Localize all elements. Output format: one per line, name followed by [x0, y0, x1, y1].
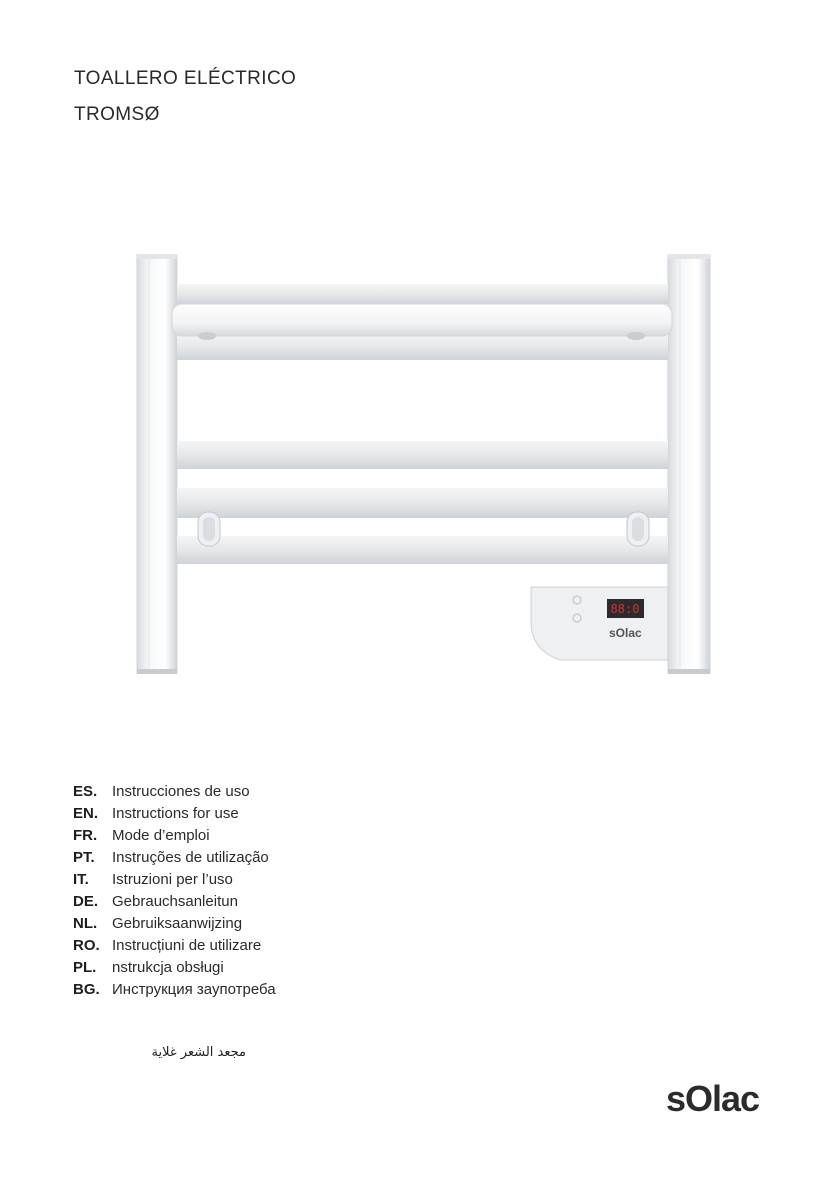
display-readout: 88:0 — [610, 602, 640, 616]
left-bracket — [198, 512, 220, 546]
shelf — [172, 304, 672, 340]
arabic-description: مجعد الشعر غلاية — [151, 1045, 246, 1060]
language-label: Instruções de utilização — [112, 848, 269, 866]
language-label: Instrucțiuni de utilizare — [112, 936, 262, 954]
language-label: Gebrauchsanleitun — [112, 892, 238, 910]
language-item — [73, 912, 276, 934]
language-code: PT. — [73, 848, 95, 866]
model-name: TROMSØ — [74, 104, 160, 125]
right-post — [668, 255, 710, 674]
language-item — [73, 890, 276, 912]
language-label: nstrukcja obsługi — [112, 958, 224, 976]
language-code: EN. — [73, 804, 99, 822]
language-label: Инструкция заупотреба — [112, 980, 276, 998]
language-label: Instructions for use — [112, 804, 239, 822]
language-code: PL. — [73, 958, 97, 976]
upper-bar — [177, 334, 668, 360]
language-code: RO. — [73, 936, 100, 954]
language-code: DE. — [73, 892, 99, 910]
panel-brand-logo: sOlac — [609, 626, 642, 640]
language-label: Instrucciones de uso — [112, 782, 250, 800]
document-title: TOALLERO ELÉCTRICO — [74, 68, 297, 89]
language-list — [73, 780, 276, 1000]
control-panel — [531, 587, 668, 660]
language-code: IT. — [73, 870, 89, 888]
language-label: Istruzioni per l’uso — [112, 870, 233, 888]
solac-logo: sOlac — [666, 1078, 760, 1119]
language-code: NL. — [73, 914, 98, 932]
right-bracket — [627, 512, 649, 546]
language-code: BG. — [73, 980, 100, 998]
language-label: Gebruiksaanwijzing — [112, 914, 243, 932]
lower-bar-1 — [177, 488, 668, 518]
language-item — [73, 934, 276, 956]
language-item — [73, 978, 276, 1000]
language-item — [73, 956, 276, 978]
language-label: Mode d’emploi — [112, 826, 210, 844]
top-bar — [177, 284, 668, 304]
lower-bar-2 — [177, 536, 668, 564]
left-post — [137, 255, 177, 674]
language-item — [73, 868, 276, 890]
language-item — [73, 780, 276, 802]
language-code: ES. — [73, 782, 98, 800]
language-item — [73, 846, 276, 868]
language-item — [73, 824, 276, 846]
language-item — [73, 802, 276, 824]
language-code: FR. — [73, 826, 98, 844]
middle-bar — [177, 441, 668, 469]
